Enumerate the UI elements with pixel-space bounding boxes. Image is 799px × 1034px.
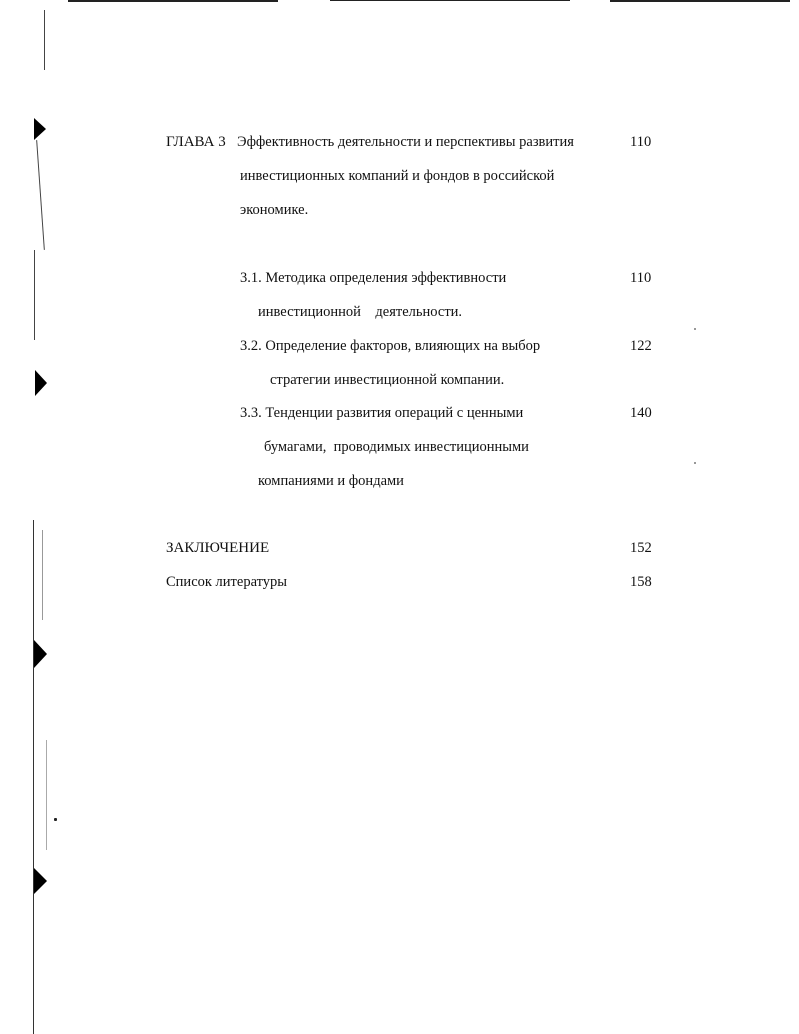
- scan-speck: [694, 462, 696, 464]
- conclusion-heading: ЗАКЛЮЧЕНИЕ: [166, 540, 270, 556]
- left-edge-line-1: [44, 10, 45, 70]
- section-3-3-line-2: бумагами, проводимых инвестиционными: [264, 439, 529, 455]
- conclusion-page-number: 152: [630, 540, 652, 556]
- binder-hole-mark-2: [35, 370, 47, 396]
- binder-hole-mark-4: [34, 868, 47, 894]
- bibliography-page-number: 158: [630, 574, 652, 590]
- left-edge-line-4: [33, 520, 34, 1034]
- section-3-3-line-3: компаниями и фондами: [258, 473, 404, 489]
- section-3-2-line-1: 3.2. Определение факторов, влияющих на выбор: [240, 338, 541, 354]
- left-edge-line-6: [46, 740, 47, 850]
- chapter3-title-line-1: Эффективность деятельности и перспективы развития: [237, 134, 574, 150]
- section-3-2-line-2: стратегии инвестиционной компании.: [270, 372, 505, 388]
- section-3-1-line-2: инвестиционной деятельности.: [258, 304, 463, 320]
- left-edge-line-2: [36, 140, 45, 250]
- binder-hole-mark-3: [34, 640, 47, 668]
- scan-speck: [694, 328, 696, 330]
- left-edge-line-5: [42, 530, 43, 620]
- top-scan-rule-right: [610, 0, 790, 2]
- section-3-3-page-number: 140: [630, 405, 652, 421]
- left-edge-line-3: [34, 250, 35, 340]
- chapter3-page-number: 110: [630, 134, 652, 150]
- section-3-1-page-number: 110: [630, 270, 652, 286]
- section-3-1-line-1: 3.1. Методика определения эффективности: [240, 270, 507, 286]
- section-3-2-page-number: 122: [630, 338, 652, 354]
- chapter3-title-line-3: экономике.: [240, 202, 309, 218]
- top-scan-rule-left: [68, 0, 278, 2]
- chapter3-label: ГЛАВА 3: [166, 134, 226, 150]
- top-scan-rule-middle: [330, 0, 570, 1]
- scan-speck: [54, 818, 57, 821]
- section-3-3-line-1: 3.3. Тенденции развития операций с ценными: [240, 405, 524, 421]
- chapter3-title-line-2: инвестиционных компаний и фондов в российской: [240, 168, 555, 184]
- bibliography-heading: Список литературы: [166, 574, 288, 590]
- binder-hole-mark-1: [34, 118, 46, 140]
